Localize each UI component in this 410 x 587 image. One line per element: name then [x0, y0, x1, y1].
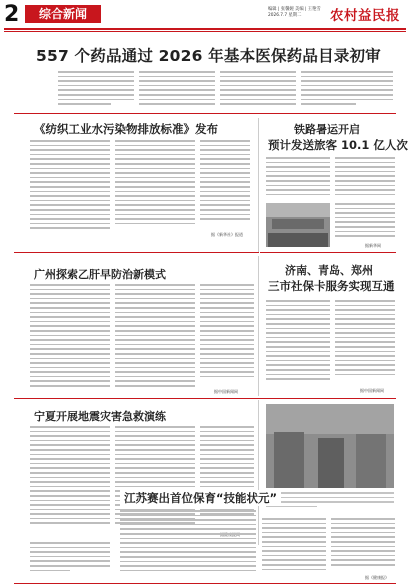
- rail-headline-line1: 铁路暑运开启: [294, 123, 360, 136]
- main-story-col2: [139, 71, 215, 109]
- date-line: 2026.7.7 星期二: [268, 13, 302, 18]
- dye-standard-col3: [200, 140, 250, 231]
- main-story-divider: [14, 113, 396, 114]
- main-story-col4: [301, 71, 393, 109]
- jiangsu-headline: 江苏赛出首位保育“技能状元”: [120, 490, 281, 506]
- main-story-col3: [220, 71, 296, 109]
- rail-column-rule: [258, 118, 259, 252]
- jiangsu-col4: [331, 518, 395, 574]
- footer-rule: [14, 583, 396, 584]
- social-col1: [266, 300, 330, 390]
- social-col2: [335, 300, 395, 390]
- main-headline: 557 个药品通过 2026 年基本医保药品目录初审: [36, 47, 381, 65]
- jiangsu-col1: [120, 510, 256, 580]
- dye-divider: [14, 252, 259, 253]
- ningxia-headline: 宁夏开展地震灾害急救演练: [34, 410, 166, 423]
- jiangsu-photo-caption: [266, 492, 394, 510]
- header-rule-thin: [4, 31, 406, 32]
- main-story-col1: [58, 71, 134, 109]
- ningxia-col1: [30, 426, 110, 538]
- jiangsu-signature: 据《健康报》: [365, 575, 389, 580]
- rail-headline-line2: 预计发送旅客 10.1 亿人次: [268, 138, 408, 152]
- guangzhou-col3: [200, 284, 254, 389]
- guangzhou-headline: 广州探索乙肝早防治新模式: [34, 268, 166, 281]
- rail-signature: 据新华网: [365, 243, 381, 248]
- editor-info: [268, 7, 321, 19]
- page-header: [0, 0, 410, 40]
- page-number: 2: [4, 2, 20, 27]
- jiangsu-col3: [262, 518, 326, 580]
- mid-divider: [14, 398, 396, 399]
- guangzhou-signature: 据中国新闻网: [214, 389, 238, 394]
- dye-standard-signature: 据《新华社》报道: [211, 232, 243, 237]
- rail-photo: [266, 203, 330, 247]
- ningxia-tail: [30, 542, 110, 580]
- dye-standard-col1: [30, 140, 110, 237]
- jiangsu-photo: [266, 404, 394, 488]
- rail-divider: [260, 252, 396, 253]
- header-rule: [4, 28, 406, 30]
- social-column-rule: [258, 256, 259, 396]
- rail-text-col3: [335, 203, 395, 243]
- guangzhou-col2: [115, 284, 195, 396]
- section-badge: 综合新闻: [25, 5, 101, 23]
- social-signature: 据中国新闻网: [360, 388, 384, 393]
- rail-text-col1: [266, 157, 330, 201]
- dye-standard-col2: [115, 140, 195, 237]
- newspaper-masthead: 农村益民报: [330, 8, 400, 24]
- editor-line: 编辑 | 张馨婉 美编 | 王艳雪: [268, 7, 321, 12]
- guangzhou-col1: [30, 284, 110, 396]
- rail-text-col2: [335, 157, 395, 201]
- social-headline-line1: 济南、青岛、郑州: [285, 264, 373, 277]
- social-headline-line2: 三市社保卡服务实现互通: [268, 279, 395, 293]
- jiangsu-column-rule: [258, 400, 259, 545]
- dye-standard-headline: 《纺织工业水污染物排放标准》发布: [34, 122, 218, 136]
